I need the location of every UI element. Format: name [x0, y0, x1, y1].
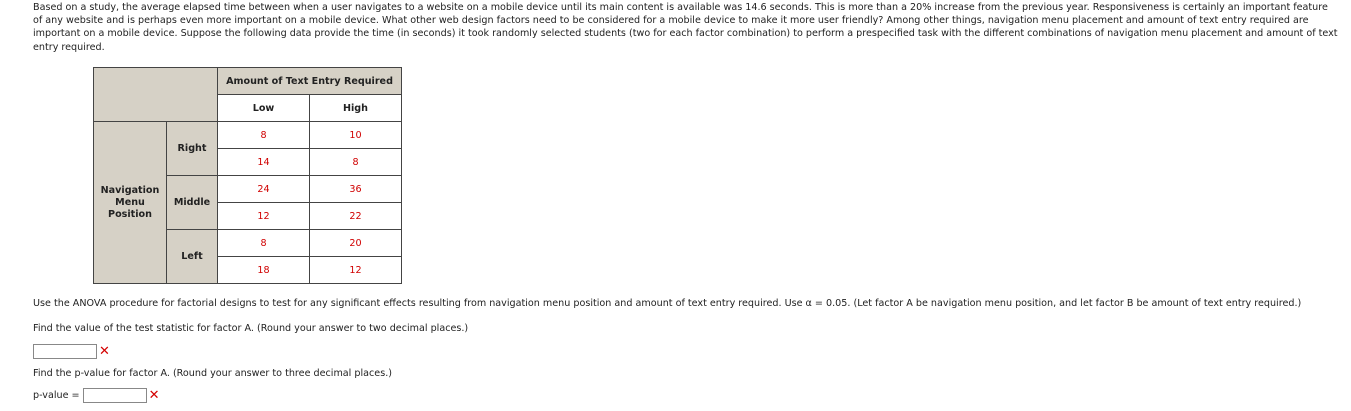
question-test-statistic: Find the value of the test statistic for factor A. (Round your answer to two decimal places.) [33, 323, 469, 334]
row-label-right: Right [167, 122, 218, 176]
incorrect-icon: ✕ [148, 387, 160, 403]
question-p-value: Find the p-value for factor A. (Round your answer to three decimal places.) [33, 368, 392, 379]
cell-right-low-2: 14 [218, 149, 310, 176]
cell-middle-low-1: 24 [218, 176, 310, 203]
answer-row-p-value [33, 388, 160, 403]
cell-middle-high-2: 22 [310, 203, 402, 230]
cell-middle-low-2: 12 [218, 203, 310, 230]
p-value-label: p-value = [33, 390, 80, 401]
data-table [93, 67, 402, 284]
cell-right-low-1: 8 [218, 122, 310, 149]
column-header-high: High [310, 95, 402, 122]
cell-left-low-2: 18 [218, 257, 310, 284]
row-label-middle: Middle [167, 176, 218, 230]
test-statistic-input[interactable] [33, 344, 97, 359]
cell-left-low-1: 8 [218, 230, 310, 257]
answer-row-test-statistic [33, 344, 110, 359]
row-label-left: Left [167, 230, 218, 284]
anova-instruction: Use the ANOVA procedure for factorial designs to test for any significant effects resulting from navigation menu position and amount of text entry required. Use α = 0.05. (Let factor A be navigation menu position, and let factor B be amount of text entry required.) [33, 298, 1302, 309]
column-group-header: Amount of Text Entry Required [218, 68, 402, 95]
row-group-header: Navigation Menu Position [94, 122, 167, 284]
p-value-input[interactable] [83, 388, 147, 403]
cell-right-high-2: 8 [310, 149, 402, 176]
problem-intro: Based on a study, the average elapsed time between when a user navigates to a website on a mobile device until its main content is available was 14.6 seconds. This is more than a 20% increase from the previous year. Responsiveness is certainly an important feature of any website and is perhaps even more important on a mobile device. What other web design factors need to be considered for a mobile device to make it more user friendly? Among other things, navigation menu placement and amount of text entry required are important on a mobile device. Suppose the following data provide the time (in seconds) it took randomly selected students (two for each factor combination) to perform a prespecified task with the different combinations of navigation menu placement and amount of text entry required. [33, 2, 1338, 53]
cell-left-high-1: 20 [310, 230, 402, 257]
table-corner [94, 68, 218, 122]
column-header-low: Low [218, 95, 310, 122]
incorrect-icon: ✕ [99, 343, 110, 359]
cell-middle-high-1: 36 [310, 176, 402, 203]
cell-right-high-1: 10 [310, 122, 402, 149]
cell-left-high-2: 12 [310, 257, 402, 284]
